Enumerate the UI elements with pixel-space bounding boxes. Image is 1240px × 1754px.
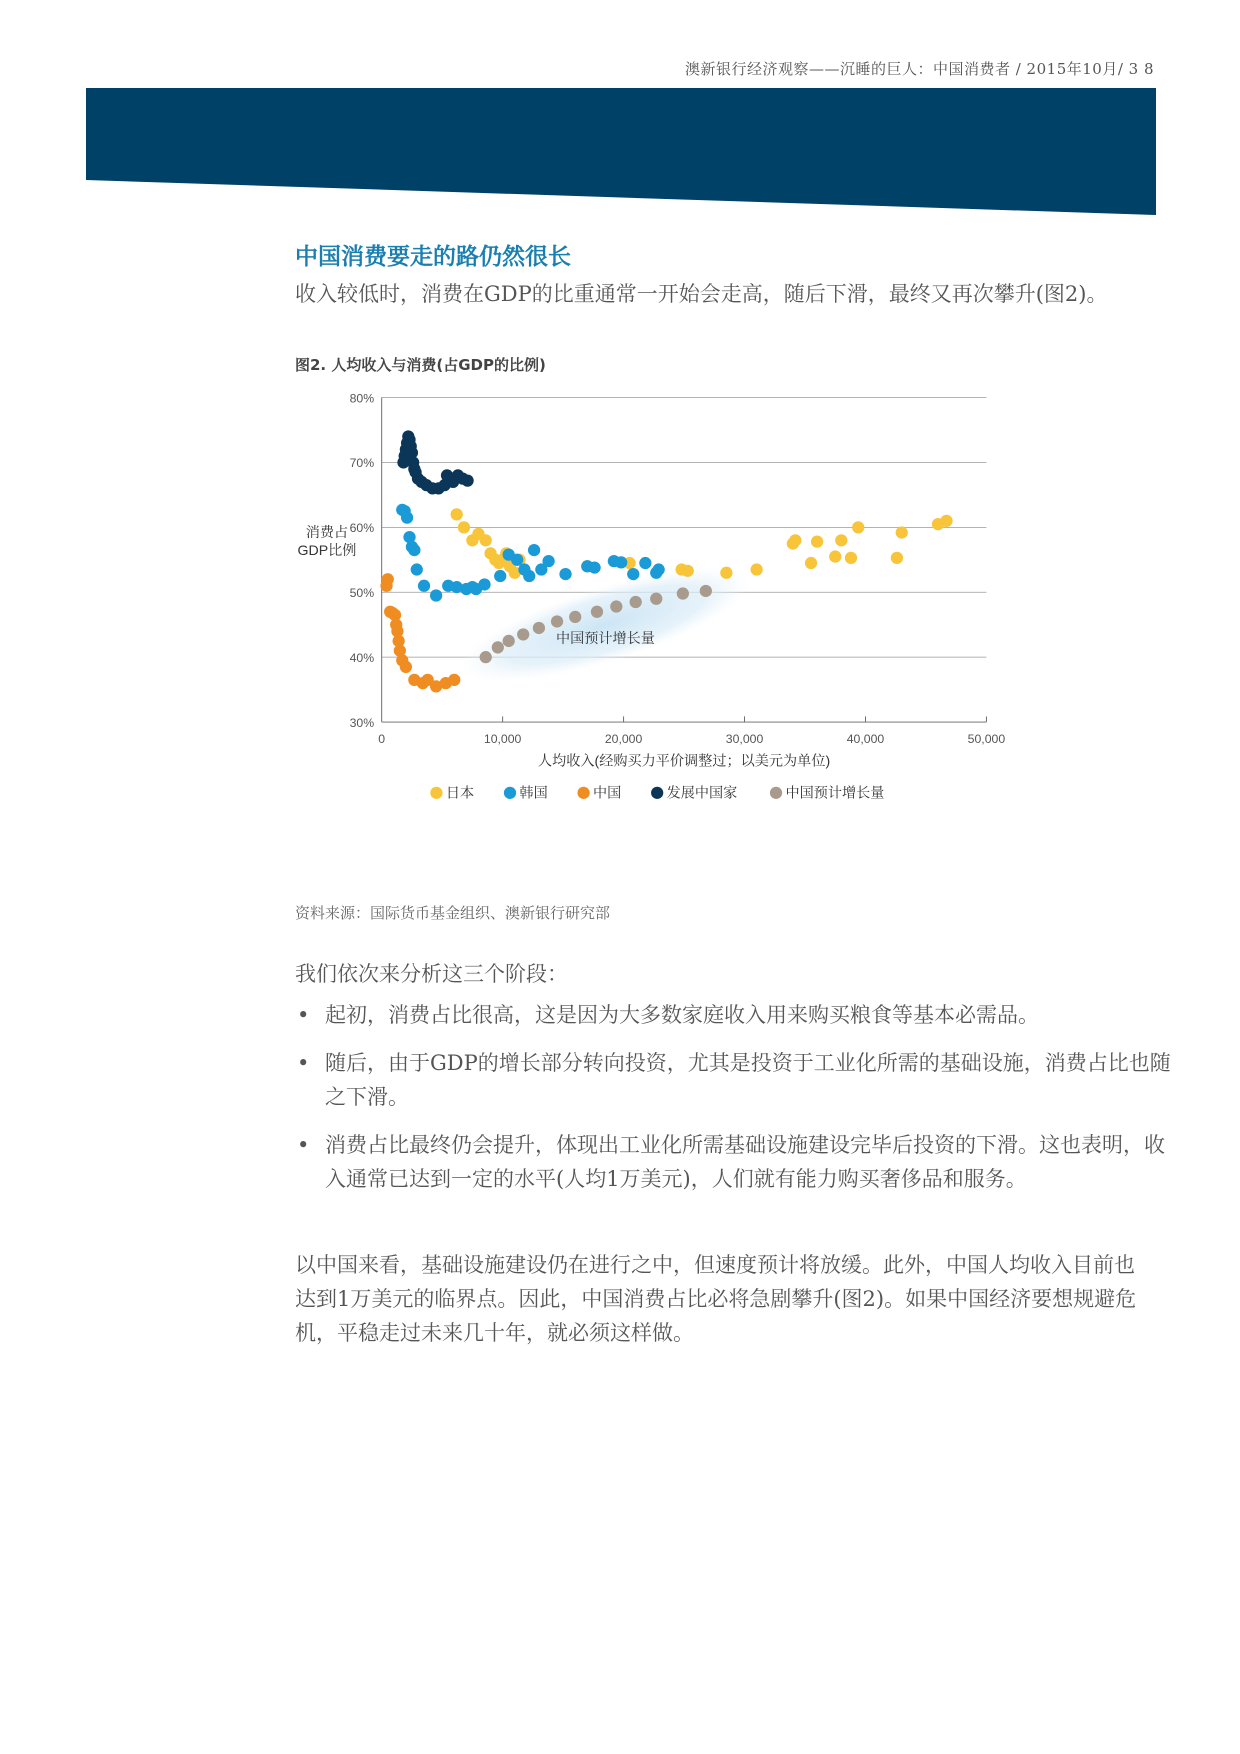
legend-label: 日本 <box>445 784 475 801</box>
x-tick-label: 0 <box>378 731 386 746</box>
data-point <box>789 534 801 546</box>
chart-legend <box>430 785 884 801</box>
x-tick-label: 30,000 <box>725 731 764 746</box>
data-point <box>411 563 423 575</box>
y-axis-label: 消费占 GDP比例 <box>297 524 357 559</box>
data-point <box>533 622 545 634</box>
legend-marker <box>504 787 516 799</box>
scatter-chart <box>280 390 1140 890</box>
data-point <box>639 557 651 569</box>
data-point <box>615 556 627 568</box>
data-point <box>511 554 523 566</box>
section-title: 中国消费要走的路仍然很长 <box>295 244 571 270</box>
bullet-item <box>295 998 1175 1032</box>
y-tick-label: 60% <box>349 521 375 536</box>
data-point <box>480 534 492 546</box>
data-point <box>492 641 504 653</box>
data-point <box>418 580 430 592</box>
data-point <box>461 474 473 486</box>
data-point <box>478 578 490 590</box>
legend-label: 中国预计增长量 <box>785 784 885 801</box>
bullet-marker: • <box>297 1003 310 1027</box>
data-point <box>896 526 908 538</box>
bullet-item <box>295 1046 1175 1114</box>
y-tick-label: 40% <box>349 650 375 665</box>
data-point <box>551 615 563 627</box>
legend-marker <box>651 787 663 799</box>
data-point <box>627 568 639 580</box>
data-point <box>569 611 581 623</box>
bullet-text: 起初，消费占比很高，这是因为大多数家庭收入用来购买粮食等基本必需品。 <box>325 1003 1039 1027</box>
bullet-marker: • <box>297 1051 310 1075</box>
data-point <box>591 606 603 618</box>
data-point <box>750 563 762 575</box>
bullet-marker: • <box>297 1133 310 1157</box>
bullet-item <box>295 1128 1175 1196</box>
data-point <box>829 550 841 562</box>
figure-source: 资料来源：国际货币基金组织、澳新银行研究部 <box>295 904 611 922</box>
data-point <box>588 561 600 573</box>
chart-points <box>380 430 952 692</box>
header-banner <box>86 88 1156 218</box>
data-point <box>650 593 662 605</box>
x-tick-label: 40,000 <box>846 731 885 746</box>
x-tick-label: 50,000 <box>967 731 1006 746</box>
data-point <box>517 628 529 640</box>
running-header: 澳新银行经济观察——沉睡的巨人：中国消费者 / 2015年10月/ 3 8 <box>684 60 1154 78</box>
chart-annotation: 中国预计增长量 <box>555 629 655 646</box>
data-point <box>835 534 847 546</box>
data-point <box>523 570 535 582</box>
bullet-text: 随后，由于GDP的增长部分转向投资，尤其是投资于工业化所需的基础设施，消费占比也随之下滑。 <box>325 1051 1171 1109</box>
legend-label: 发展中国家 <box>666 784 738 801</box>
data-point <box>700 585 712 597</box>
data-point <box>401 511 413 523</box>
data-point <box>805 557 817 569</box>
legend-marker <box>430 787 442 799</box>
y-tick-label: 50% <box>349 585 375 600</box>
legend-label: 韩国 <box>519 784 548 801</box>
legend-marker <box>577 787 589 799</box>
section-intro: 收入较低时，消费在GDP的比重通常一开始会走高，随后下滑，最终又再次攀升(图2)。 <box>295 282 1108 306</box>
data-point <box>528 544 540 556</box>
data-point <box>458 521 470 533</box>
data-point <box>653 563 665 575</box>
data-point <box>682 565 694 577</box>
data-point <box>494 570 506 582</box>
data-point <box>430 589 442 601</box>
data-point <box>559 568 571 580</box>
data-point <box>940 515 952 527</box>
data-point <box>845 552 857 564</box>
y-tick-label: 80% <box>349 391 375 406</box>
y-tick-label: 70% <box>349 456 375 471</box>
bullet-text: 消费占比最终仍会提升，体现出工业化所需基础设施建设完毕后投资的下滑。这也表明，收入通常已达到一定的水平(人均1万美元)，人们就有能力购买奢侈品和服务。 <box>325 1133 1165 1191</box>
x-tick-label: 10,000 <box>483 731 522 746</box>
data-point <box>448 674 460 686</box>
data-point <box>408 544 420 556</box>
data-point <box>542 555 554 567</box>
data-point <box>503 635 515 647</box>
data-point <box>610 600 622 612</box>
data-point <box>891 552 903 564</box>
data-point <box>400 661 412 673</box>
data-point <box>720 567 732 579</box>
legend-marker <box>770 787 782 799</box>
data-point <box>451 508 463 520</box>
data-point <box>677 587 689 599</box>
x-tick-label: 20,000 <box>604 731 643 746</box>
figure-caption: 图2. 人均收入与消费(占GDP的比例) <box>295 356 546 374</box>
data-point <box>811 536 823 548</box>
lead-text: 我们依次来分析这三个阶段： <box>295 962 568 986</box>
data-point <box>480 651 492 663</box>
legend-label: 中国 <box>593 784 622 801</box>
x-axis-label: 人均收入(经购买力平价调整过；以美元为单位) <box>537 752 831 769</box>
data-point <box>852 521 864 533</box>
data-point <box>382 573 394 585</box>
y-tick-label: 30% <box>349 715 375 730</box>
closing-paragraph: 以中国来看，基础设施建设仍在进行之中，但速度预计将放缓。此外，中国人均收入目前也达到1万美元的临界点。因此，中国消费占比必将急剧攀升(图2)。如果中国经济要想规避危机，平稳走过未来几十年，就必须这样做。 <box>295 1253 1137 1345</box>
data-point <box>630 596 642 608</box>
bullet-list <box>295 998 1175 1210</box>
